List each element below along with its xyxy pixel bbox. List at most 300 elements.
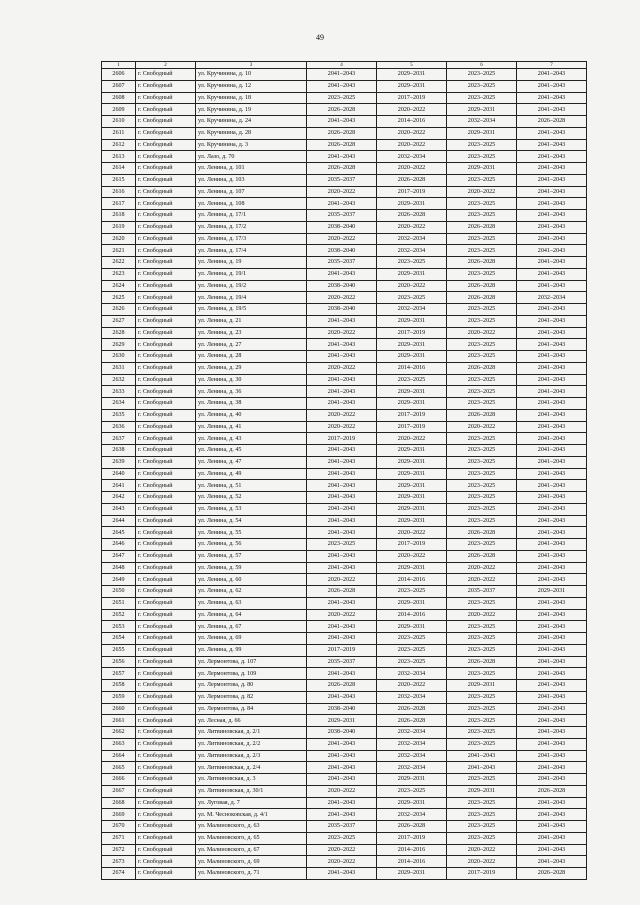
table-row bbox=[102, 339, 587, 351]
period-cell-5: 2029–2031 bbox=[377, 445, 447, 457]
period-cell-6: 2023–2025 bbox=[447, 633, 517, 645]
period-cell-6: 2023–2025 bbox=[447, 821, 517, 833]
table-row bbox=[102, 574, 587, 586]
period-cell-5: 2029–2031 bbox=[377, 468, 447, 480]
table-row bbox=[102, 738, 587, 750]
table-row bbox=[102, 550, 587, 562]
period-cell-6: 2020–2022 bbox=[447, 186, 517, 198]
period-cell-7: 2041–2043 bbox=[517, 421, 587, 433]
period-cell-5: 2023–2025 bbox=[377, 644, 447, 656]
city-cell: г. Свободный bbox=[136, 797, 196, 809]
address-cell: ул. Ленина, д. 56 bbox=[196, 539, 307, 551]
period-cell-7: 2041–2043 bbox=[517, 621, 587, 633]
column-number: 7 bbox=[517, 62, 587, 69]
period-cell-6: 2023–2025 bbox=[447, 597, 517, 609]
address-cell: ул. Ленина, д. 59 bbox=[196, 562, 307, 574]
period-cell-5: 2014–2016 bbox=[377, 856, 447, 868]
table-row bbox=[102, 762, 587, 774]
period-cell-5: 2029–2031 bbox=[377, 480, 447, 492]
row-number-cell: 2640 bbox=[102, 468, 136, 480]
table-row bbox=[102, 856, 587, 868]
period-cell-5: 2029–2031 bbox=[377, 597, 447, 609]
table-row bbox=[102, 163, 587, 175]
period-cell-6: 2023–2025 bbox=[447, 374, 517, 386]
address-cell: ул. Кручинина, д. 24 bbox=[196, 116, 307, 128]
address-cell: ул. Ленина, д. 28 bbox=[196, 351, 307, 363]
period-cell-7: 2041–2043 bbox=[517, 268, 587, 280]
period-cell-4: 2020–2022 bbox=[307, 362, 377, 374]
row-number-cell: 2649 bbox=[102, 574, 136, 586]
row-number-cell: 2620 bbox=[102, 233, 136, 245]
period-cell-4: 2041–2043 bbox=[307, 386, 377, 398]
row-number-cell: 2625 bbox=[102, 292, 136, 304]
period-cell-7: 2041–2043 bbox=[517, 856, 587, 868]
period-cell-5: 2023–2025 bbox=[377, 586, 447, 598]
city-cell: г. Свободный bbox=[136, 257, 196, 269]
column-number: 3 bbox=[196, 62, 307, 69]
address-cell: ул. Ленина, д. 17/3 bbox=[196, 233, 307, 245]
period-cell-4: 2041–2043 bbox=[307, 597, 377, 609]
table-row bbox=[102, 597, 587, 609]
address-cell: ул. Литвиновская, д. 2/1 bbox=[196, 727, 307, 739]
period-cell-5: 2029–2031 bbox=[377, 80, 447, 92]
period-cell-6: 2023–2025 bbox=[447, 715, 517, 727]
row-number-cell: 2630 bbox=[102, 351, 136, 363]
period-cell-7: 2041–2043 bbox=[517, 750, 587, 762]
period-cell-4: 2026–2028 bbox=[307, 680, 377, 692]
period-cell-4: 2041–2043 bbox=[307, 515, 377, 527]
period-cell-4: 2026–2028 bbox=[307, 163, 377, 175]
period-cell-4: 2041–2043 bbox=[307, 738, 377, 750]
row-number-cell: 2614 bbox=[102, 163, 136, 175]
city-cell: г. Свободный bbox=[136, 562, 196, 574]
table-row bbox=[102, 868, 587, 880]
period-cell-7: 2041–2043 bbox=[517, 738, 587, 750]
period-cell-4: 2041–2043 bbox=[307, 868, 377, 880]
period-cell-6: 2020–2022 bbox=[447, 856, 517, 868]
city-cell: г. Свободный bbox=[136, 163, 196, 175]
table-row bbox=[102, 409, 587, 421]
table-row bbox=[102, 715, 587, 727]
data-table bbox=[101, 61, 587, 880]
address-cell: ул. Ленина, д. 107 bbox=[196, 186, 307, 198]
period-cell-6: 2029–2031 bbox=[447, 104, 517, 116]
period-cell-7: 2041–2043 bbox=[517, 245, 587, 257]
period-cell-7: 2041–2043 bbox=[517, 597, 587, 609]
city-cell: г. Свободный bbox=[136, 421, 196, 433]
period-cell-4: 2023–2025 bbox=[307, 539, 377, 551]
row-number-cell: 2622 bbox=[102, 257, 136, 269]
city-cell: г. Свободный bbox=[136, 492, 196, 504]
row-number-cell: 2619 bbox=[102, 221, 136, 233]
city-cell: г. Свободный bbox=[136, 304, 196, 316]
city-cell: г. Свободный bbox=[136, 327, 196, 339]
table-row bbox=[102, 809, 587, 821]
table-row bbox=[102, 644, 587, 656]
period-cell-5: 2032–2034 bbox=[377, 668, 447, 680]
period-cell-6: 2023–2025 bbox=[447, 80, 517, 92]
period-cell-4: 2041–2043 bbox=[307, 550, 377, 562]
column-number: 5 bbox=[377, 62, 447, 69]
period-cell-7: 2041–2043 bbox=[517, 445, 587, 457]
period-cell-5: 2032–2034 bbox=[377, 151, 447, 163]
period-cell-7: 2041–2043 bbox=[517, 304, 587, 316]
period-cell-5: 2032–2034 bbox=[377, 245, 447, 257]
period-cell-4: 2038–2040 bbox=[307, 221, 377, 233]
address-cell: ул. Ленина, д. 103 bbox=[196, 174, 307, 186]
city-cell: г. Свободный bbox=[136, 292, 196, 304]
period-cell-7: 2041–2043 bbox=[517, 492, 587, 504]
row-number-cell: 2634 bbox=[102, 398, 136, 410]
table-row bbox=[102, 221, 587, 233]
period-cell-7: 2041–2043 bbox=[517, 539, 587, 551]
period-cell-5: 2023–2025 bbox=[377, 633, 447, 645]
row-number-cell: 2624 bbox=[102, 280, 136, 292]
period-cell-6: 2029–2031 bbox=[447, 163, 517, 175]
city-cell: г. Свободный bbox=[136, 621, 196, 633]
period-cell-6: 2020–2022 bbox=[447, 562, 517, 574]
address-cell: ул. Литвиновская, д. 2/2 bbox=[196, 738, 307, 750]
period-cell-5: 2014–2016 bbox=[377, 609, 447, 621]
period-cell-5: 2020–2022 bbox=[377, 221, 447, 233]
address-cell: ул. Литвиновская, д. 3 bbox=[196, 774, 307, 786]
period-cell-4: 2026–2028 bbox=[307, 104, 377, 116]
period-cell-6: 2023–2025 bbox=[447, 727, 517, 739]
period-cell-4: 2041–2043 bbox=[307, 315, 377, 327]
period-cell-4: 2020–2022 bbox=[307, 409, 377, 421]
period-cell-7: 2041–2043 bbox=[517, 398, 587, 410]
column-number-row bbox=[102, 62, 587, 69]
table-row bbox=[102, 80, 587, 92]
period-cell-5: 2029–2031 bbox=[377, 621, 447, 633]
table-row bbox=[102, 104, 587, 116]
period-cell-7: 2041–2043 bbox=[517, 503, 587, 515]
row-number-cell: 2629 bbox=[102, 339, 136, 351]
table-row bbox=[102, 503, 587, 515]
period-cell-4: 2038–2040 bbox=[307, 280, 377, 292]
period-cell-5: 2017–2019 bbox=[377, 186, 447, 198]
city-cell: г. Свободный bbox=[136, 186, 196, 198]
period-cell-7: 2041–2043 bbox=[517, 163, 587, 175]
period-cell-4: 2020–2022 bbox=[307, 327, 377, 339]
period-cell-4: 2041–2043 bbox=[307, 374, 377, 386]
period-cell-7: 2041–2043 bbox=[517, 609, 587, 621]
address-cell: ул. Лазо, д. 70 bbox=[196, 151, 307, 163]
row-number-cell: 2610 bbox=[102, 116, 136, 128]
period-cell-6: 2023–2025 bbox=[447, 480, 517, 492]
period-cell-5: 2023–2025 bbox=[377, 374, 447, 386]
period-cell-5: 2023–2025 bbox=[377, 785, 447, 797]
period-cell-6: 2020–2022 bbox=[447, 327, 517, 339]
address-cell: ул. Литвиновская, д. 2/4 bbox=[196, 762, 307, 774]
address-cell: ул. М. Чесноковская, д. 4/1 bbox=[196, 809, 307, 821]
period-cell-4: 2017–2019 bbox=[307, 433, 377, 445]
row-number-cell: 2666 bbox=[102, 774, 136, 786]
city-cell: г. Свободный bbox=[136, 868, 196, 880]
city-cell: г. Свободный bbox=[136, 680, 196, 692]
period-cell-4: 2035–2037 bbox=[307, 821, 377, 833]
row-number-cell: 2671 bbox=[102, 832, 136, 844]
period-cell-5: 2032–2034 bbox=[377, 304, 447, 316]
period-cell-4: 2029–2031 bbox=[307, 715, 377, 727]
period-cell-7: 2041–2043 bbox=[517, 327, 587, 339]
city-cell: г. Свободный bbox=[136, 69, 196, 81]
period-cell-5: 2017–2019 bbox=[377, 421, 447, 433]
city-cell: г. Свободный bbox=[136, 398, 196, 410]
table-row bbox=[102, 245, 587, 257]
city-cell: г. Свободный bbox=[136, 750, 196, 762]
row-number-cell: 2621 bbox=[102, 245, 136, 257]
city-cell: г. Свободный bbox=[136, 550, 196, 562]
row-number-cell: 2632 bbox=[102, 374, 136, 386]
period-cell-6: 2032–2034 bbox=[447, 116, 517, 128]
period-cell-6: 2023–2025 bbox=[447, 198, 517, 210]
period-cell-4: 2020–2022 bbox=[307, 609, 377, 621]
period-cell-6: 2023–2025 bbox=[447, 456, 517, 468]
period-cell-5: 2014–2016 bbox=[377, 844, 447, 856]
table-row bbox=[102, 492, 587, 504]
address-cell: ул. Ленина, д. 17/4 bbox=[196, 245, 307, 257]
period-cell-5: 2029–2031 bbox=[377, 774, 447, 786]
period-cell-5: 2020–2022 bbox=[377, 127, 447, 139]
period-cell-6: 2023–2025 bbox=[447, 492, 517, 504]
period-cell-4: 2041–2043 bbox=[307, 151, 377, 163]
period-cell-5: 2020–2022 bbox=[377, 280, 447, 292]
table-row bbox=[102, 480, 587, 492]
period-cell-7: 2041–2043 bbox=[517, 809, 587, 821]
period-cell-5: 2017–2019 bbox=[377, 92, 447, 104]
period-cell-5: 2026–2028 bbox=[377, 703, 447, 715]
city-cell: г. Свободный bbox=[136, 362, 196, 374]
period-cell-4: 2020–2022 bbox=[307, 785, 377, 797]
period-cell-5: 2029–2031 bbox=[377, 797, 447, 809]
address-cell: ул. Ленина, д. 62 bbox=[196, 586, 307, 598]
city-cell: г. Свободный bbox=[136, 821, 196, 833]
period-cell-7: 2041–2043 bbox=[517, 633, 587, 645]
period-cell-6: 2023–2025 bbox=[447, 69, 517, 81]
period-cell-6: 2026–2028 bbox=[447, 362, 517, 374]
table-row bbox=[102, 116, 587, 128]
period-cell-7: 2041–2043 bbox=[517, 727, 587, 739]
period-cell-6: 2017–2019 bbox=[447, 868, 517, 880]
period-cell-6: 2023–2025 bbox=[447, 809, 517, 821]
row-number-cell: 2646 bbox=[102, 539, 136, 551]
period-cell-4: 2023–2025 bbox=[307, 832, 377, 844]
row-number-cell: 2635 bbox=[102, 409, 136, 421]
city-cell: г. Свободный bbox=[136, 374, 196, 386]
table-row bbox=[102, 386, 587, 398]
period-cell-6: 2020–2022 bbox=[447, 609, 517, 621]
row-number-cell: 2636 bbox=[102, 421, 136, 433]
period-cell-5: 2029–2031 bbox=[377, 456, 447, 468]
row-number-cell: 2665 bbox=[102, 762, 136, 774]
period-cell-7: 2041–2043 bbox=[517, 774, 587, 786]
period-cell-6: 2023–2025 bbox=[447, 621, 517, 633]
table-row bbox=[102, 327, 587, 339]
table-row bbox=[102, 92, 587, 104]
period-cell-7: 2041–2043 bbox=[517, 644, 587, 656]
period-cell-7: 2041–2043 bbox=[517, 104, 587, 116]
row-number-cell: 2617 bbox=[102, 198, 136, 210]
period-cell-4: 2020–2022 bbox=[307, 856, 377, 868]
address-cell: ул. Литвиновская, д. 30/1 bbox=[196, 785, 307, 797]
city-cell: г. Свободный bbox=[136, 656, 196, 668]
row-number-cell: 2643 bbox=[102, 503, 136, 515]
period-cell-7: 2041–2043 bbox=[517, 832, 587, 844]
period-cell-4: 2026–2028 bbox=[307, 586, 377, 598]
row-number-cell: 2663 bbox=[102, 738, 136, 750]
period-cell-4: 2026–2028 bbox=[307, 127, 377, 139]
row-number-cell: 2631 bbox=[102, 362, 136, 374]
period-cell-5: 2026–2028 bbox=[377, 210, 447, 222]
row-number-cell: 2652 bbox=[102, 609, 136, 621]
row-number-cell: 2660 bbox=[102, 703, 136, 715]
city-cell: г. Свободный bbox=[136, 527, 196, 539]
address-cell: ул. Ленина, д. 38 bbox=[196, 398, 307, 410]
address-cell: ул. Ленина, д. 29 bbox=[196, 362, 307, 374]
period-cell-5: 2020–2022 bbox=[377, 433, 447, 445]
row-number-cell: 2662 bbox=[102, 727, 136, 739]
period-cell-5: 2029–2031 bbox=[377, 339, 447, 351]
city-cell: г. Свободный bbox=[136, 433, 196, 445]
city-cell: г. Свободный bbox=[136, 503, 196, 515]
period-cell-6: 2026–2028 bbox=[447, 656, 517, 668]
city-cell: г. Свободный bbox=[136, 586, 196, 598]
period-cell-7: 2041–2043 bbox=[517, 762, 587, 774]
row-number-cell: 2647 bbox=[102, 550, 136, 562]
city-cell: г. Свободный bbox=[136, 233, 196, 245]
table-row bbox=[102, 139, 587, 151]
period-cell-4: 2041–2043 bbox=[307, 809, 377, 821]
column-number: 2 bbox=[136, 62, 196, 69]
table-row bbox=[102, 374, 587, 386]
period-cell-6: 2023–2025 bbox=[447, 304, 517, 316]
period-cell-6: 2023–2025 bbox=[447, 315, 517, 327]
period-cell-4: 2020–2022 bbox=[307, 292, 377, 304]
row-number-cell: 2655 bbox=[102, 644, 136, 656]
table-row bbox=[102, 680, 587, 692]
row-number-cell: 2616 bbox=[102, 186, 136, 198]
period-cell-5: 2029–2031 bbox=[377, 515, 447, 527]
table-row bbox=[102, 562, 587, 574]
period-cell-5: 2020–2022 bbox=[377, 104, 447, 116]
period-cell-6: 2023–2025 bbox=[447, 797, 517, 809]
period-cell-6: 2023–2025 bbox=[447, 703, 517, 715]
city-cell: г. Свободный bbox=[136, 856, 196, 868]
period-cell-6: 2023–2025 bbox=[447, 433, 517, 445]
address-cell: ул. Кручинина, д. 28 bbox=[196, 127, 307, 139]
period-cell-7: 2041–2043 bbox=[517, 257, 587, 269]
period-cell-5: 2023–2025 bbox=[377, 257, 447, 269]
period-cell-7: 2041–2043 bbox=[517, 480, 587, 492]
period-cell-7: 2041–2043 bbox=[517, 210, 587, 222]
address-cell: ул. Ленина, д. 101 bbox=[196, 163, 307, 175]
period-cell-5: 2020–2022 bbox=[377, 163, 447, 175]
row-number-cell: 2664 bbox=[102, 750, 136, 762]
city-cell: г. Свободный bbox=[136, 445, 196, 457]
city-cell: г. Свободный bbox=[136, 738, 196, 750]
row-number-cell: 2615 bbox=[102, 174, 136, 186]
period-cell-6: 2029–2031 bbox=[447, 785, 517, 797]
period-cell-4: 2041–2043 bbox=[307, 762, 377, 774]
city-cell: г. Свободный bbox=[136, 92, 196, 104]
period-cell-6: 2023–2025 bbox=[447, 245, 517, 257]
address-cell: ул. Лермонтова, д. 84 bbox=[196, 703, 307, 715]
row-number-cell: 2654 bbox=[102, 633, 136, 645]
city-cell: г. Свободный bbox=[136, 668, 196, 680]
table-row bbox=[102, 280, 587, 292]
row-number-cell: 2648 bbox=[102, 562, 136, 574]
table-row bbox=[102, 174, 587, 186]
row-number-cell: 2633 bbox=[102, 386, 136, 398]
period-cell-4: 2041–2043 bbox=[307, 527, 377, 539]
table-row bbox=[102, 456, 587, 468]
table-row bbox=[102, 210, 587, 222]
address-cell: ул. Ленина, д. 57 bbox=[196, 550, 307, 562]
city-cell: г. Свободный bbox=[136, 515, 196, 527]
city-cell: г. Свободный bbox=[136, 80, 196, 92]
period-cell-7: 2041–2043 bbox=[517, 174, 587, 186]
address-cell: ул. Ленина, д. 45 bbox=[196, 445, 307, 457]
address-cell: ул. Ленина, д. 19/5 bbox=[196, 304, 307, 316]
city-cell: г. Свободный bbox=[136, 198, 196, 210]
period-cell-5: 2032–2034 bbox=[377, 809, 447, 821]
table-row bbox=[102, 656, 587, 668]
period-cell-4: 2041–2043 bbox=[307, 480, 377, 492]
period-cell-5: 2026–2028 bbox=[377, 821, 447, 833]
period-cell-6: 2023–2025 bbox=[447, 151, 517, 163]
row-number-cell: 2618 bbox=[102, 210, 136, 222]
period-cell-5: 2029–2031 bbox=[377, 562, 447, 574]
period-cell-6: 2026–2028 bbox=[447, 257, 517, 269]
period-cell-6: 2026–2028 bbox=[447, 280, 517, 292]
period-cell-5: 2020–2022 bbox=[377, 550, 447, 562]
address-cell: ул. Ленина, д. 43 bbox=[196, 433, 307, 445]
period-cell-7: 2041–2043 bbox=[517, 456, 587, 468]
period-cell-7: 2041–2043 bbox=[517, 691, 587, 703]
period-cell-5: 2029–2031 bbox=[377, 503, 447, 515]
period-cell-6: 2023–2025 bbox=[447, 351, 517, 363]
period-cell-6: 2020–2022 bbox=[447, 844, 517, 856]
address-cell: ул. Ленина, д. 47 bbox=[196, 456, 307, 468]
period-cell-5: 2020–2022 bbox=[377, 680, 447, 692]
address-cell: ул. Луговая, д. 7 bbox=[196, 797, 307, 809]
address-cell: ул. Ленина, д. 30 bbox=[196, 374, 307, 386]
period-cell-4: 2038–2040 bbox=[307, 245, 377, 257]
period-cell-6: 2041–2043 bbox=[447, 762, 517, 774]
row-number-cell: 2650 bbox=[102, 586, 136, 598]
period-cell-6: 2023–2025 bbox=[447, 644, 517, 656]
period-cell-7: 2041–2043 bbox=[517, 362, 587, 374]
table-row bbox=[102, 445, 587, 457]
address-cell: ул. Ленина, д. 19/4 bbox=[196, 292, 307, 304]
period-cell-4: 2041–2043 bbox=[307, 503, 377, 515]
period-cell-7: 2041–2043 bbox=[517, 80, 587, 92]
period-cell-7: 2041–2043 bbox=[517, 92, 587, 104]
address-cell: ул. Литвиновская, д. 2/3 bbox=[196, 750, 307, 762]
period-cell-4: 2038–2040 bbox=[307, 703, 377, 715]
row-number-cell: 2612 bbox=[102, 139, 136, 151]
table-row bbox=[102, 668, 587, 680]
period-cell-6: 2020–2022 bbox=[447, 421, 517, 433]
row-number-cell: 2607 bbox=[102, 80, 136, 92]
table-row bbox=[102, 750, 587, 762]
table-row bbox=[102, 633, 587, 645]
city-cell: г. Свободный bbox=[136, 539, 196, 551]
period-cell-5: 2029–2031 bbox=[377, 315, 447, 327]
address-cell: ул. Кручинина, д. 12 bbox=[196, 80, 307, 92]
address-cell: ул. Малиновского, д. 63 bbox=[196, 821, 307, 833]
